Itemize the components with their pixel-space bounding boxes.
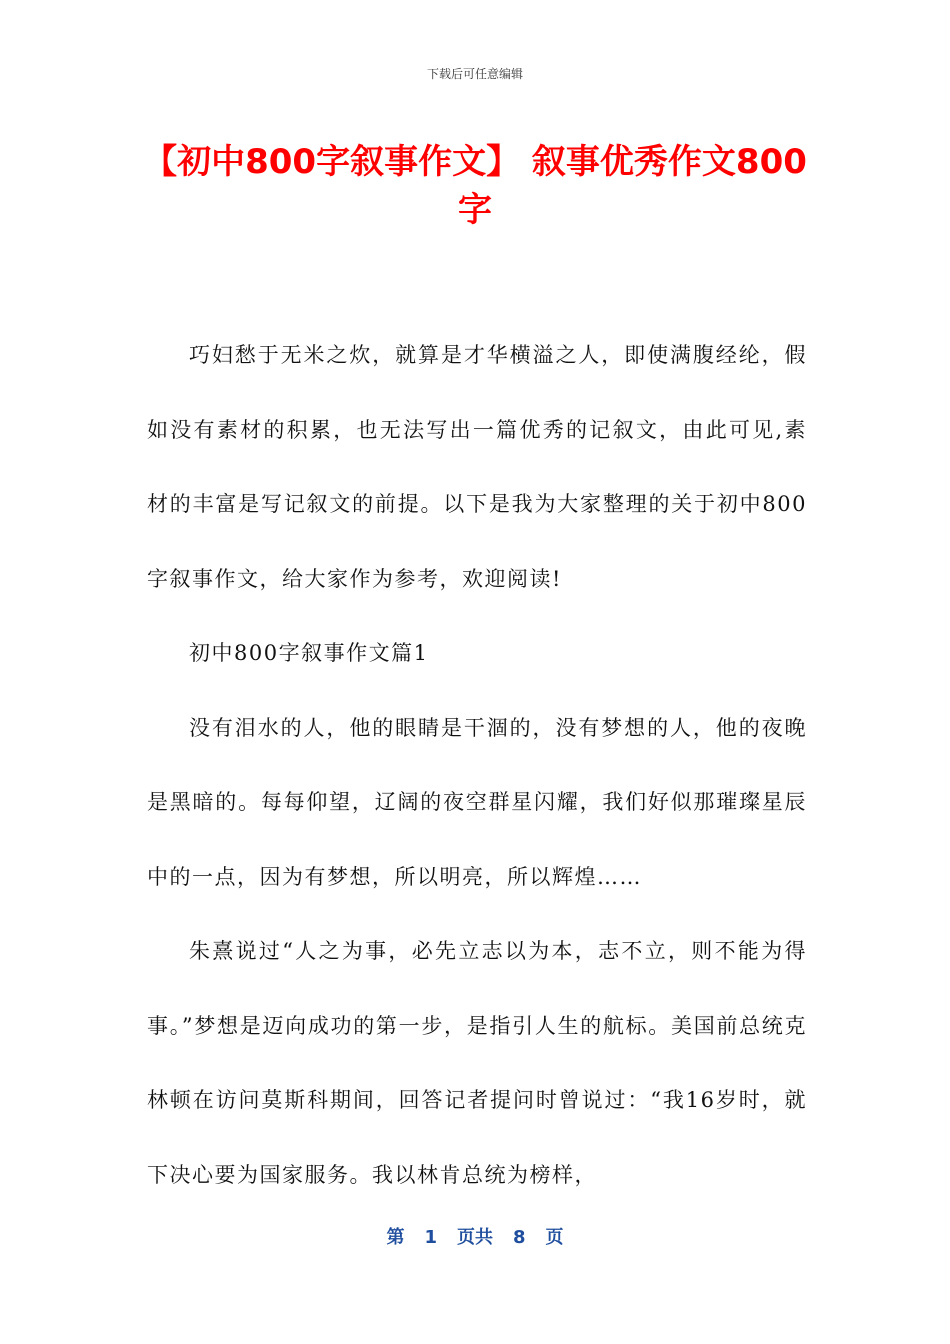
document-title: 【初中800字叙事作文】 叙事优秀作文800字 bbox=[143, 142, 807, 230]
paragraph-zhuxi: 朱熹说过“人之为事，必先立志以为本，志不立，则不能为得事。”梦想是迈向成功的第一步，是指引人生的航标。美国前总统克林顿在访问莫斯科期间，回答记者提问时曾说过：“我16岁时，就下决心要为国家服务。我以林肯总统为榜样， bbox=[147, 939, 807, 1187]
paragraph-intro: 巧妇愁于无米之炊，就算是才华横溢之人，即使满腹经纶，假如没有素材的积累，也无法写出一篇优秀的记叙文，由此可见,素材的丰富是写记叙文的前提。以下是我为大家整理的关于初中800字叙事作文，给大家作为参考，欢迎阅读! bbox=[147, 343, 807, 591]
page-footer bbox=[0, 1226, 950, 1250]
page-label-prefix: 第 bbox=[386, 1227, 405, 1248]
document-body bbox=[147, 318, 807, 1212]
page-header: 下载后可任意编辑 bbox=[426, 67, 523, 81]
paragraph-dream: 没有泪水的人，他的眼睛是干涸的，没有梦想的人，他的夜晚是黑暗的。每每仰望，辽阔的夜空群星闪耀，我们好似那璀璨星辰中的一点，因为有梦想，所以明亮，所以辉煌…… bbox=[147, 715, 807, 889]
page-label-suffix: 页 bbox=[545, 1227, 564, 1248]
total-pages-number: 8 bbox=[513, 1227, 526, 1248]
current-page-number: 1 bbox=[424, 1227, 437, 1248]
page-label-middle: 页共 bbox=[457, 1227, 493, 1248]
section-heading: 初中800字叙事作文篇1 bbox=[189, 641, 429, 665]
